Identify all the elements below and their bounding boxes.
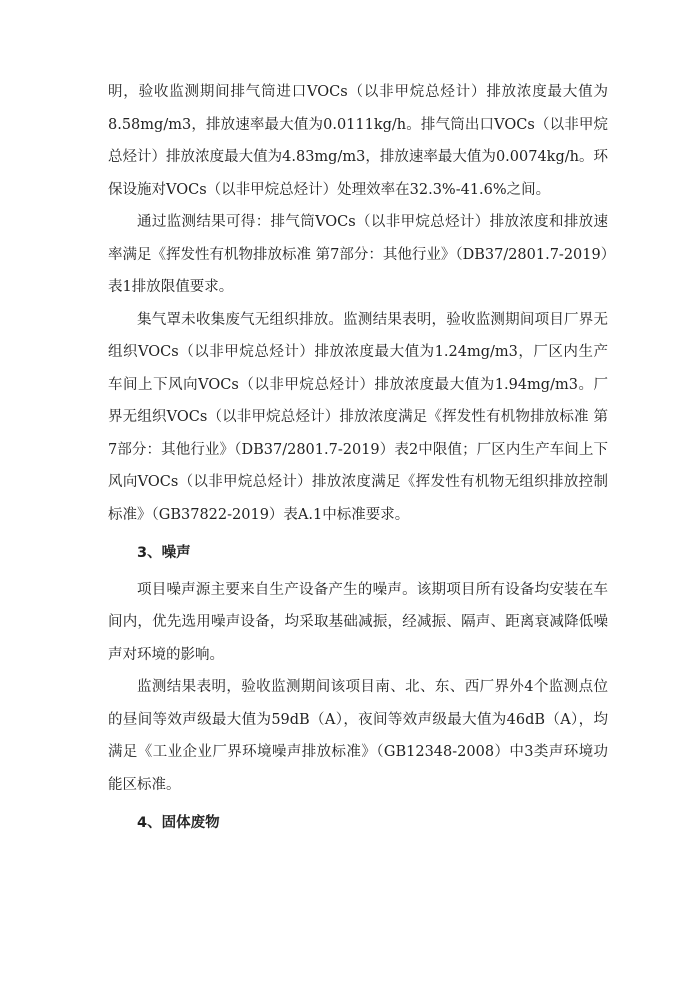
document-body xyxy=(108,76,608,844)
paragraph-vocs-conclusion: 通过监测结果可得：排气筒VOCs（以非甲烷总烃计）排放浓度和排放速率满足《挥发性有机物排放标准 第7部分：其他行业》（DB37/2801.7-2019）表1排放限值要求。 xyxy=(108,214,608,295)
section-heading-solid-waste: 4、固体废物 xyxy=(137,815,220,831)
section-heading-noise: 3、噪声 xyxy=(137,545,191,561)
paragraph-noise-results: 监测结果表明，验收监测期间该项目南、北、东、西厂界外4个监测点位的昼间等效声级最大值为59dB（A），夜间等效声级最大值为46dB（A），均满足《工业企业厂界环境噪声排放标准》（GB12348-2008）中3类声环境功能区标准。 xyxy=(108,679,608,793)
paragraph-vocs-organized-results: 明，验收监测期间排气筒进口VOCs（以非甲烷总烃计）排放浓度最大值为8.58mg/m3，排放速率最大值为0.0111kg/h。排气筒出口VOCs（以非甲烷总烃计）排放浓度最大值为4.83mg/m3，排放速率最大值为0.0074kg/h。环保设施对VOCs（以非甲烷总烃计）处理效率在32.3%-41.6%之间。 xyxy=(108,84,608,198)
paragraph-noise-source: 项目噪声源主要来自生产设备产生的噪声。该期项目所有设备均安装在车间内，优先选用噪声设备，均采取基础减振，经减振、隔声、距离衰减降低噪声对环境的影响。 xyxy=(108,581,608,663)
paragraph-vocs-unorganized: 集气罩未收集废气无组织排放。监测结果表明，验收监测期间项目厂界无组织VOCs（以非甲烷总烃计）排放浓度最大值为1.24mg/m3，厂区内生产车间上下风向VOCs（以非甲烷总烃计）排放浓度最大值为1.94mg/m3。厂界无组织VOCs（以非甲烷总烃计）排放浓度满足《挥发性有机物排放标准 第7部分：其他行业》（DB37/2801.7-2019）表2中限值；厂区内生产车间上下风向VOCs（以非甲烷总烃计）排放浓度满足《挥发性有机物无组织排放控制标准》（GB37822-2019）表A.1中标准要求。 xyxy=(108,311,608,523)
